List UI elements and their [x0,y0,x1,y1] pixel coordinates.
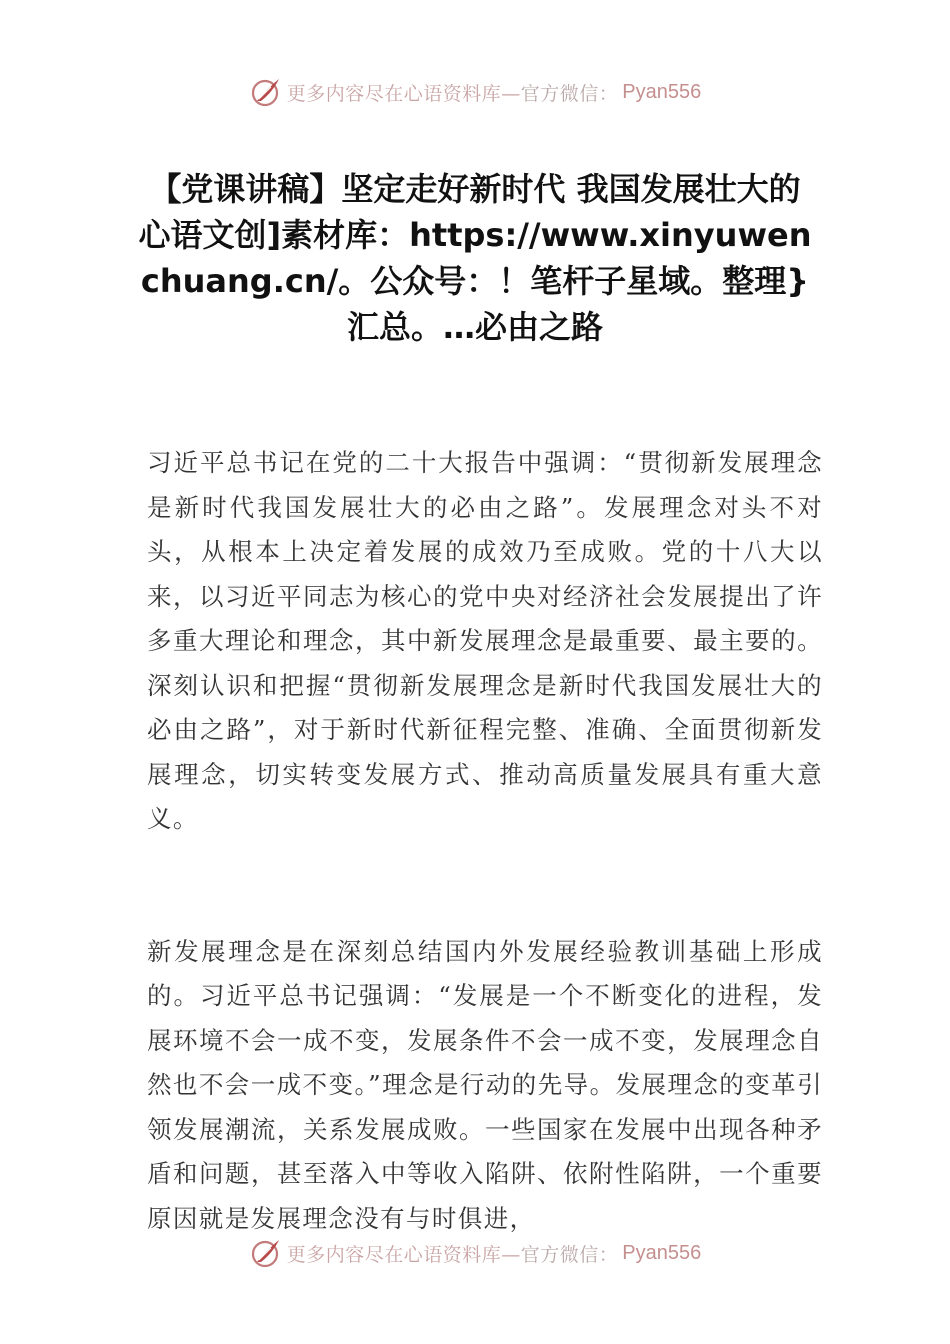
banner-wechat-id: Pyan556 [622,1241,702,1264]
paragraph-2: 新发展理念是在深刻总结国内外发展经验教训基础上形成的。习近平总书记强调：“发展是一个不断变化的进程，发展环境不会一成不变，发展条件不会一成不变，发展理念自然也不会一成不变。”理念是行动的先导。发展理念的变革引领发展潮流，关系发展成败。一些国家在发展中出现各种矛盾和问题，甚至落入中等收入陷阱、依附性陷阱，一个重要原因就是发展理念没有与时俱进， [147,936,823,1233]
banner-wechat-label: 官方微信： [520,82,619,105]
quill-pen-logo-icon [249,75,283,109]
banner-wechat-label: 官方微信： [520,1243,619,1266]
quill-pen-logo-icon [249,1236,283,1270]
document-body [147,441,823,1329]
document-title: 【党课讲稿】坚定走好新时代 我国发展壮大的心语文创]素材库：https://www.xinyuwenchuang.cn/。公众号：！笔杆子星域。整理}汇总。…必由之路 [138,170,812,346]
footer-banner [0,1233,950,1273]
banner-text: 更多内容尽在心语资料库— [286,1243,521,1266]
paragraph-1: 习近平总书记在党的二十大报告中强调：“贯彻新发展理念是新时代我国发展壮大的必由之路”。发展理念对头不对头，从根本上决定着发展的成效乃至成败。党的十八大以来，以习近平同志为核心的党中央对经济社会发展提出了许多重大理论和理念，其中新发展理念是最重要、最主要的。深刻认识和把握“贯彻新发展理念是新时代我国发展壮大的必由之路”，对于新时代新征程完整、准确、全面贯彻新发展理念，切实转变发展方式、推动高质量发展具有重大意义。 [147,448,823,833]
header-banner [0,72,950,112]
banner-wechat-id: Pyan556 [622,80,702,103]
banner-text: 更多内容尽在心语资料库— [286,82,521,105]
